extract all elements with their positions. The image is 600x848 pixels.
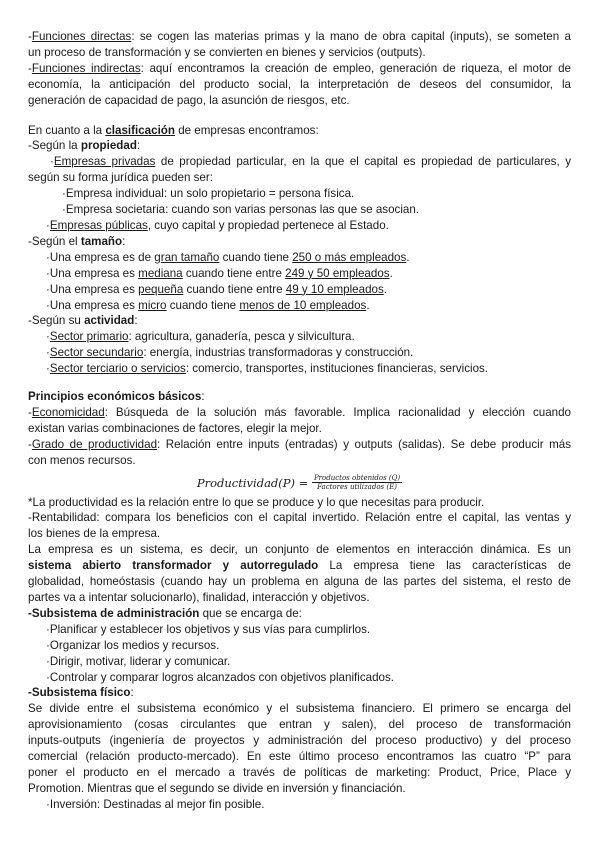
sector-item: ·Sector secundario: energía, industrias transformadoras y construcción. [46, 346, 414, 360]
directas-line-1: -Funciones directas: se cogen las materias primas y la mano de obra capital (inputs), se someten a [28, 30, 571, 43]
document-body [28, 29, 571, 813]
privadas-line-1: ·Empresas privadas de propiedad particular, en la que el capital es propiedad de particulares, y [50, 155, 571, 169]
physical-line: poner el producto en el mercado a través de políticas de marketing: Product, Price, Place y [28, 765, 571, 779]
system-line-4: partes va a intentar solucionarlo), finalidad, interacción y objetivos. [28, 591, 370, 604]
system-line-2: sistema abierto transformador y autorregulado La empresa tiene las características de [28, 559, 571, 573]
physical-line: comercial (relación producto-mercado). En este último proceso encontramos las cuatro “P” para [28, 750, 571, 764]
productivity-formula [28, 470, 571, 494]
sector-item: ·Sector primario: agricultura, ganadería, pesca y silvicultura. [46, 330, 355, 344]
spacer [28, 377, 571, 389]
indirectas-line-3: generación de capacidad de pago, la asunción de riesgos, etc. [28, 93, 350, 107]
admin-item: ·Dirigir, motivar, liderar y comunicar. [46, 654, 231, 668]
sector-item: ·Sector terciario o servicios: comercio, transportes, instituciones financieras, servicios. [46, 362, 489, 376]
system-line-1: La empresa es un sistema, es decir, un conjunto de elementos en interacción dinámica. Es un [28, 543, 571, 557]
classification-intro: En cuanto a la clasificación de empresas encontramos: [28, 123, 319, 137]
publicas-term: Empresas públicas [49, 218, 148, 232]
classification-term: clasificación [105, 123, 175, 137]
physical-heading: -Subsistema físico: [28, 686, 134, 700]
physical-line: Se divide entre el subsistema económico y el subsistema financiero. El primero se encarga del [28, 702, 571, 716]
economicidad-line-1: -Economicidad: Búsqueda de la solución más favorable. Implica racionalidad y elección cuando [28, 405, 571, 419]
directas-line-2: un proceso de transformación y se convierten en bienes y servicios (outputs). [28, 45, 426, 59]
physical-line: inputs-outputs (ingeniería de proyectos y administración del proceso productivo) y del proceso [28, 734, 571, 748]
spacer [28, 109, 571, 123]
tamano-item: ·Una empresa es mediana cuando tiene entre 249 y 50 empleados. [46, 266, 393, 280]
indirectas-line-2: economía, la anticipación del producto social, la interpretación de deseos del consumidor, la [28, 77, 571, 91]
formula-denominator: Factores utilizados (E) [317, 483, 397, 492]
privadas-line-2: según su forma jurídica pueden ser: [28, 171, 213, 185]
formula-fraction [312, 474, 402, 491]
publicas-line: ·Empresas públicas, cuyo capital y propiedad pertenece al Estado. [46, 218, 389, 232]
physical-line: aprovisionamiento (cosas circulantes que entran y salen), del proceso de transformación [28, 718, 571, 732]
formula-lhs: Productividad(P) = [196, 475, 312, 490]
inversion-item: ·Inversión: Destinadas al mejor fin posible. [46, 797, 265, 811]
productividad-line-1: -Grado de productividad: Relación entre inputs (entradas) y outputs (salidas). Se debe producir más [28, 437, 571, 451]
system-line-3: globalidad, homeóstasis (cuando hay un problema en alguna de las partes del sistema, el resto de [28, 575, 571, 589]
productividad-line-2: con menos recursos. [28, 453, 136, 467]
productividad-term: Grado de productividad [31, 437, 158, 451]
admin-item: ·Organizar los medios y recursos. [46, 638, 220, 652]
economicidad-term: Economicidad [31, 405, 105, 419]
indirectas-line-1: -Funciones indirectas: aquí encontramos la creación de empleo, generación de riqueza, el motor de [28, 61, 571, 75]
rentabilidad-line-2: los bienes de la empresa. [28, 527, 161, 541]
admin-item: ·Controlar y comparar logros alcanzados con objetivos planificados. [46, 670, 394, 684]
admin-heading: -Subsistema de administración que se encarga de: [28, 606, 302, 620]
principles-heading: Principios económicos básicos: [28, 390, 205, 404]
directas-term: Funciones directas [31, 30, 132, 43]
formula-numerator: Productos obtenidos (Q) [313, 474, 401, 483]
tamano-item: ·Una empresa es de gran tamaño cuando tiene 250 o más empleados. [46, 250, 410, 264]
propiedad-heading: -Según la propiedad: [28, 139, 141, 153]
empresa-individual: ·Empresa individual: un solo propietario = persona física. [62, 187, 355, 201]
indirectas-term: Funciones indirectas [31, 61, 141, 75]
physical-last-line: Promotion. Mientras que el segundo se divide en inversión y financiación. [28, 781, 406, 795]
privadas-term: Empresas privadas [53, 155, 156, 169]
productivity-note: *La productividad es la relación entre lo que se produce y lo que necesitas para producir. [28, 495, 485, 509]
tamano-item: ·Una empresa es micro cuando tiene menos de 10 empleados. [46, 298, 370, 312]
actividad-heading: -Según su actividad: [28, 314, 138, 328]
admin-item: ·Planificar y establecer los objetivos y sus vías para cumplirlos. [46, 622, 371, 636]
economicidad-line-2: existan varias combinaciones de factores, elegir la mejor. [28, 421, 322, 435]
tamano-item: ·Una empresa es pequeña cuando tiene entre 49 y 10 empleados. [46, 282, 388, 296]
empresa-societaria: ·Empresa societaria: cuando son varias personas las que se asocian. [62, 203, 420, 217]
rentabilidad-line-1: -Rentabilidad: compara los beneficios con el capital invertido. Relación entre el capital, las ventas y [28, 511, 571, 525]
tamano-heading: -Según el tamaño: [28, 234, 126, 248]
